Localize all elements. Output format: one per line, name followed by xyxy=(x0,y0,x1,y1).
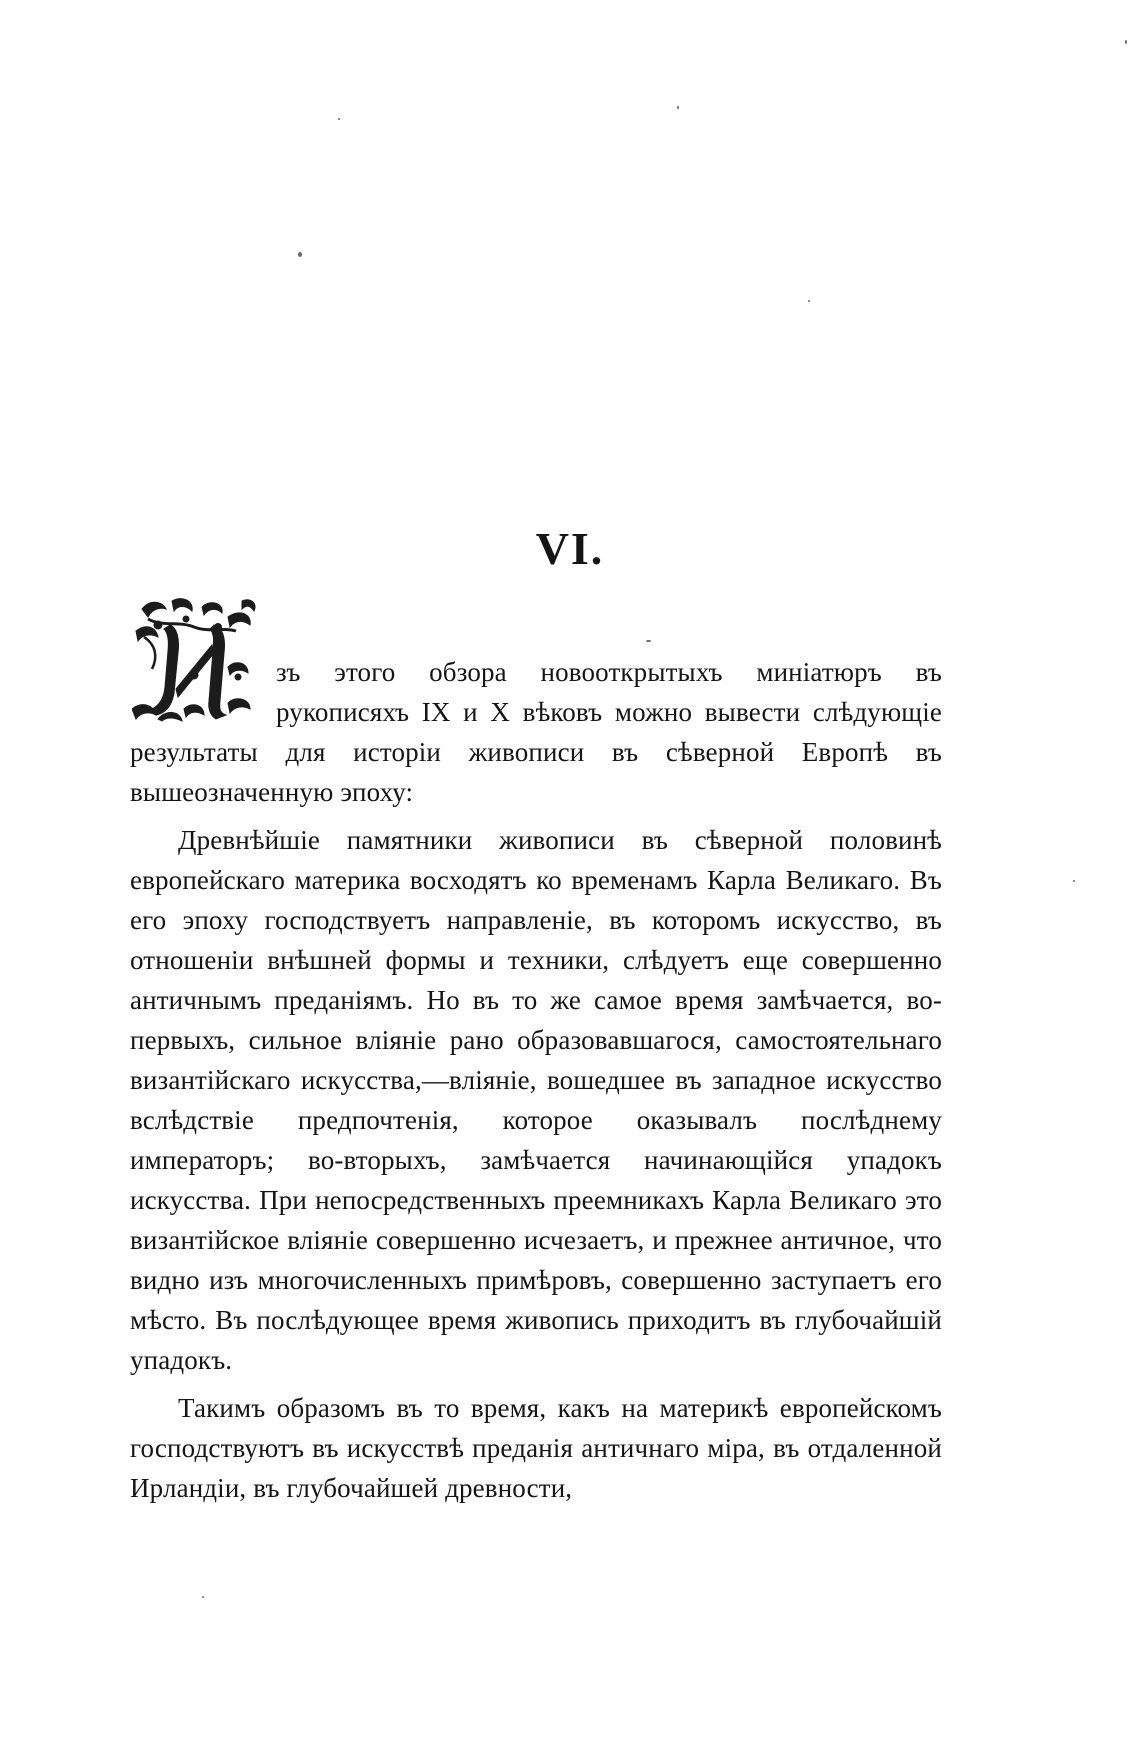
chapter-number: VI. xyxy=(535,523,605,574)
print-speck xyxy=(808,300,810,302)
paragraph-3: Такимъ образомъ въ то время, какъ на материкѣ европейскомъ господствуютъ въ искусствѣ преданія античнаго міра, въ отдаленной Ирландіи, въ глубочайшей древности, xyxy=(130,1393,942,1503)
paragraph-2: Древнѣйшіе памятники живописи въ сѣверной половинѣ европейскаго материка восходятъ ко временамъ Карла Великаго. Въ его эпоху господствуетъ направленіе, въ которомъ искусство, въ отношеніи внѣшней формы и техники, слѣдуетъ еще совершенно античнымъ преданіямъ. Но въ то же самое время замѣчается, во-первыхъ, сильное вліяніе рано образовавшагося, самостоятельнаго византійскаго искусства,—вліяніе, вошедшее въ западное искусство вслѣдствіе предпочтенія, которое оказывалъ послѣднему императоръ; во-вторыхъ, замѣчается начинающійся упадокъ искусства. При непосредственныхъ преемникахъ Карла Великаго это византійское вліяніе совершенно исчезаетъ, и прежнее античное, что видно изъ многочисленныхъ примѣровъ, совершенно заступаетъ его мѣсто. Въ послѣдующее время живопись приходитъ въ глубочайшій упадокъ. xyxy=(130,825,942,1375)
print-speck xyxy=(1125,40,1127,44)
body-text xyxy=(130,652,942,1508)
foliate-drop-cap-illustration xyxy=(132,597,264,722)
print-speck xyxy=(298,252,302,257)
print-speck xyxy=(646,640,651,642)
print-speck xyxy=(1073,880,1075,882)
print-speck xyxy=(202,1596,204,1598)
print-speck xyxy=(677,106,679,109)
paragraph-1-text: зъ этого обзора новооткрытыхъ миніатюръ въ рукописяхъ IX и X вѣковъ можно вывести слѣдующіе результаты для исторіи живописи въ сѣверной Европѣ въ вышеозначенную эпоху: xyxy=(130,657,942,807)
ornamental-initial xyxy=(132,597,264,722)
print-speck xyxy=(338,118,340,120)
paragraph-1 xyxy=(130,652,942,812)
